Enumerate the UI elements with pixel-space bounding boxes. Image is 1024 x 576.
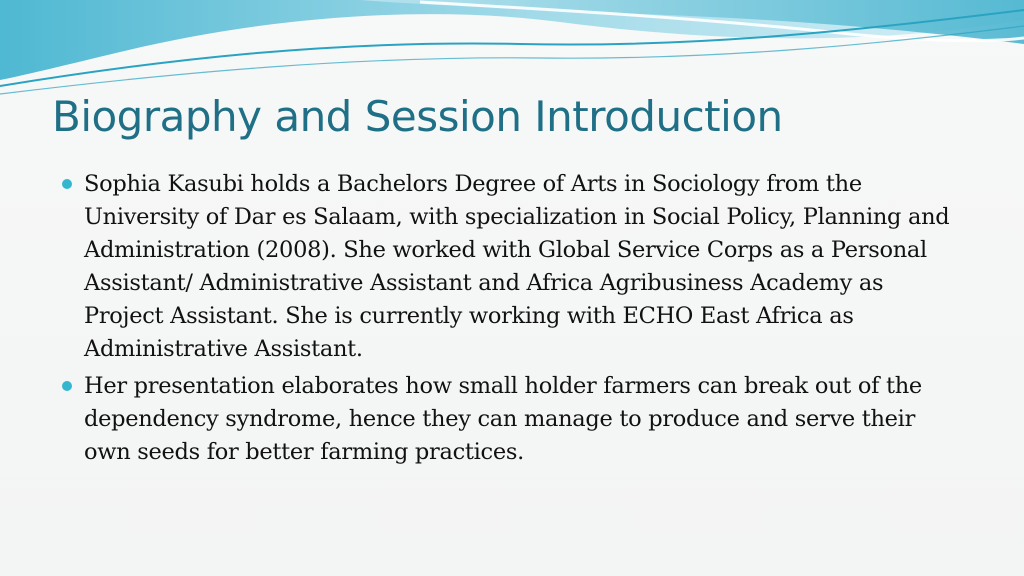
bullet-item-biography [60, 168, 960, 366]
bullet-item-session [60, 370, 960, 469]
slide-title: Biography and Session Introduction [52, 92, 783, 141]
bullet-list [60, 168, 960, 473]
bullet-icon [62, 179, 72, 189]
bullet-text: Her presentation elaborates how small holder farmers can break out of the dependency syndrome, hence they can manage to produce and serve their own seeds for better farming practices. [84, 373, 922, 465]
bullet-text: Sophia Kasubi holds a Bachelors Degree of Arts in Sociology from the University of Dar es Salaam, with specialization in Social Policy, Planning and Administration (2008). She worked with Global Service Corps as a Personal Assistant/ Administrative Assistant and Africa Agribusiness Academy as Project Assistant. She is currently working with ECHO East Africa as Administrative Assistant. [84, 171, 950, 362]
bullet-icon [62, 381, 72, 391]
